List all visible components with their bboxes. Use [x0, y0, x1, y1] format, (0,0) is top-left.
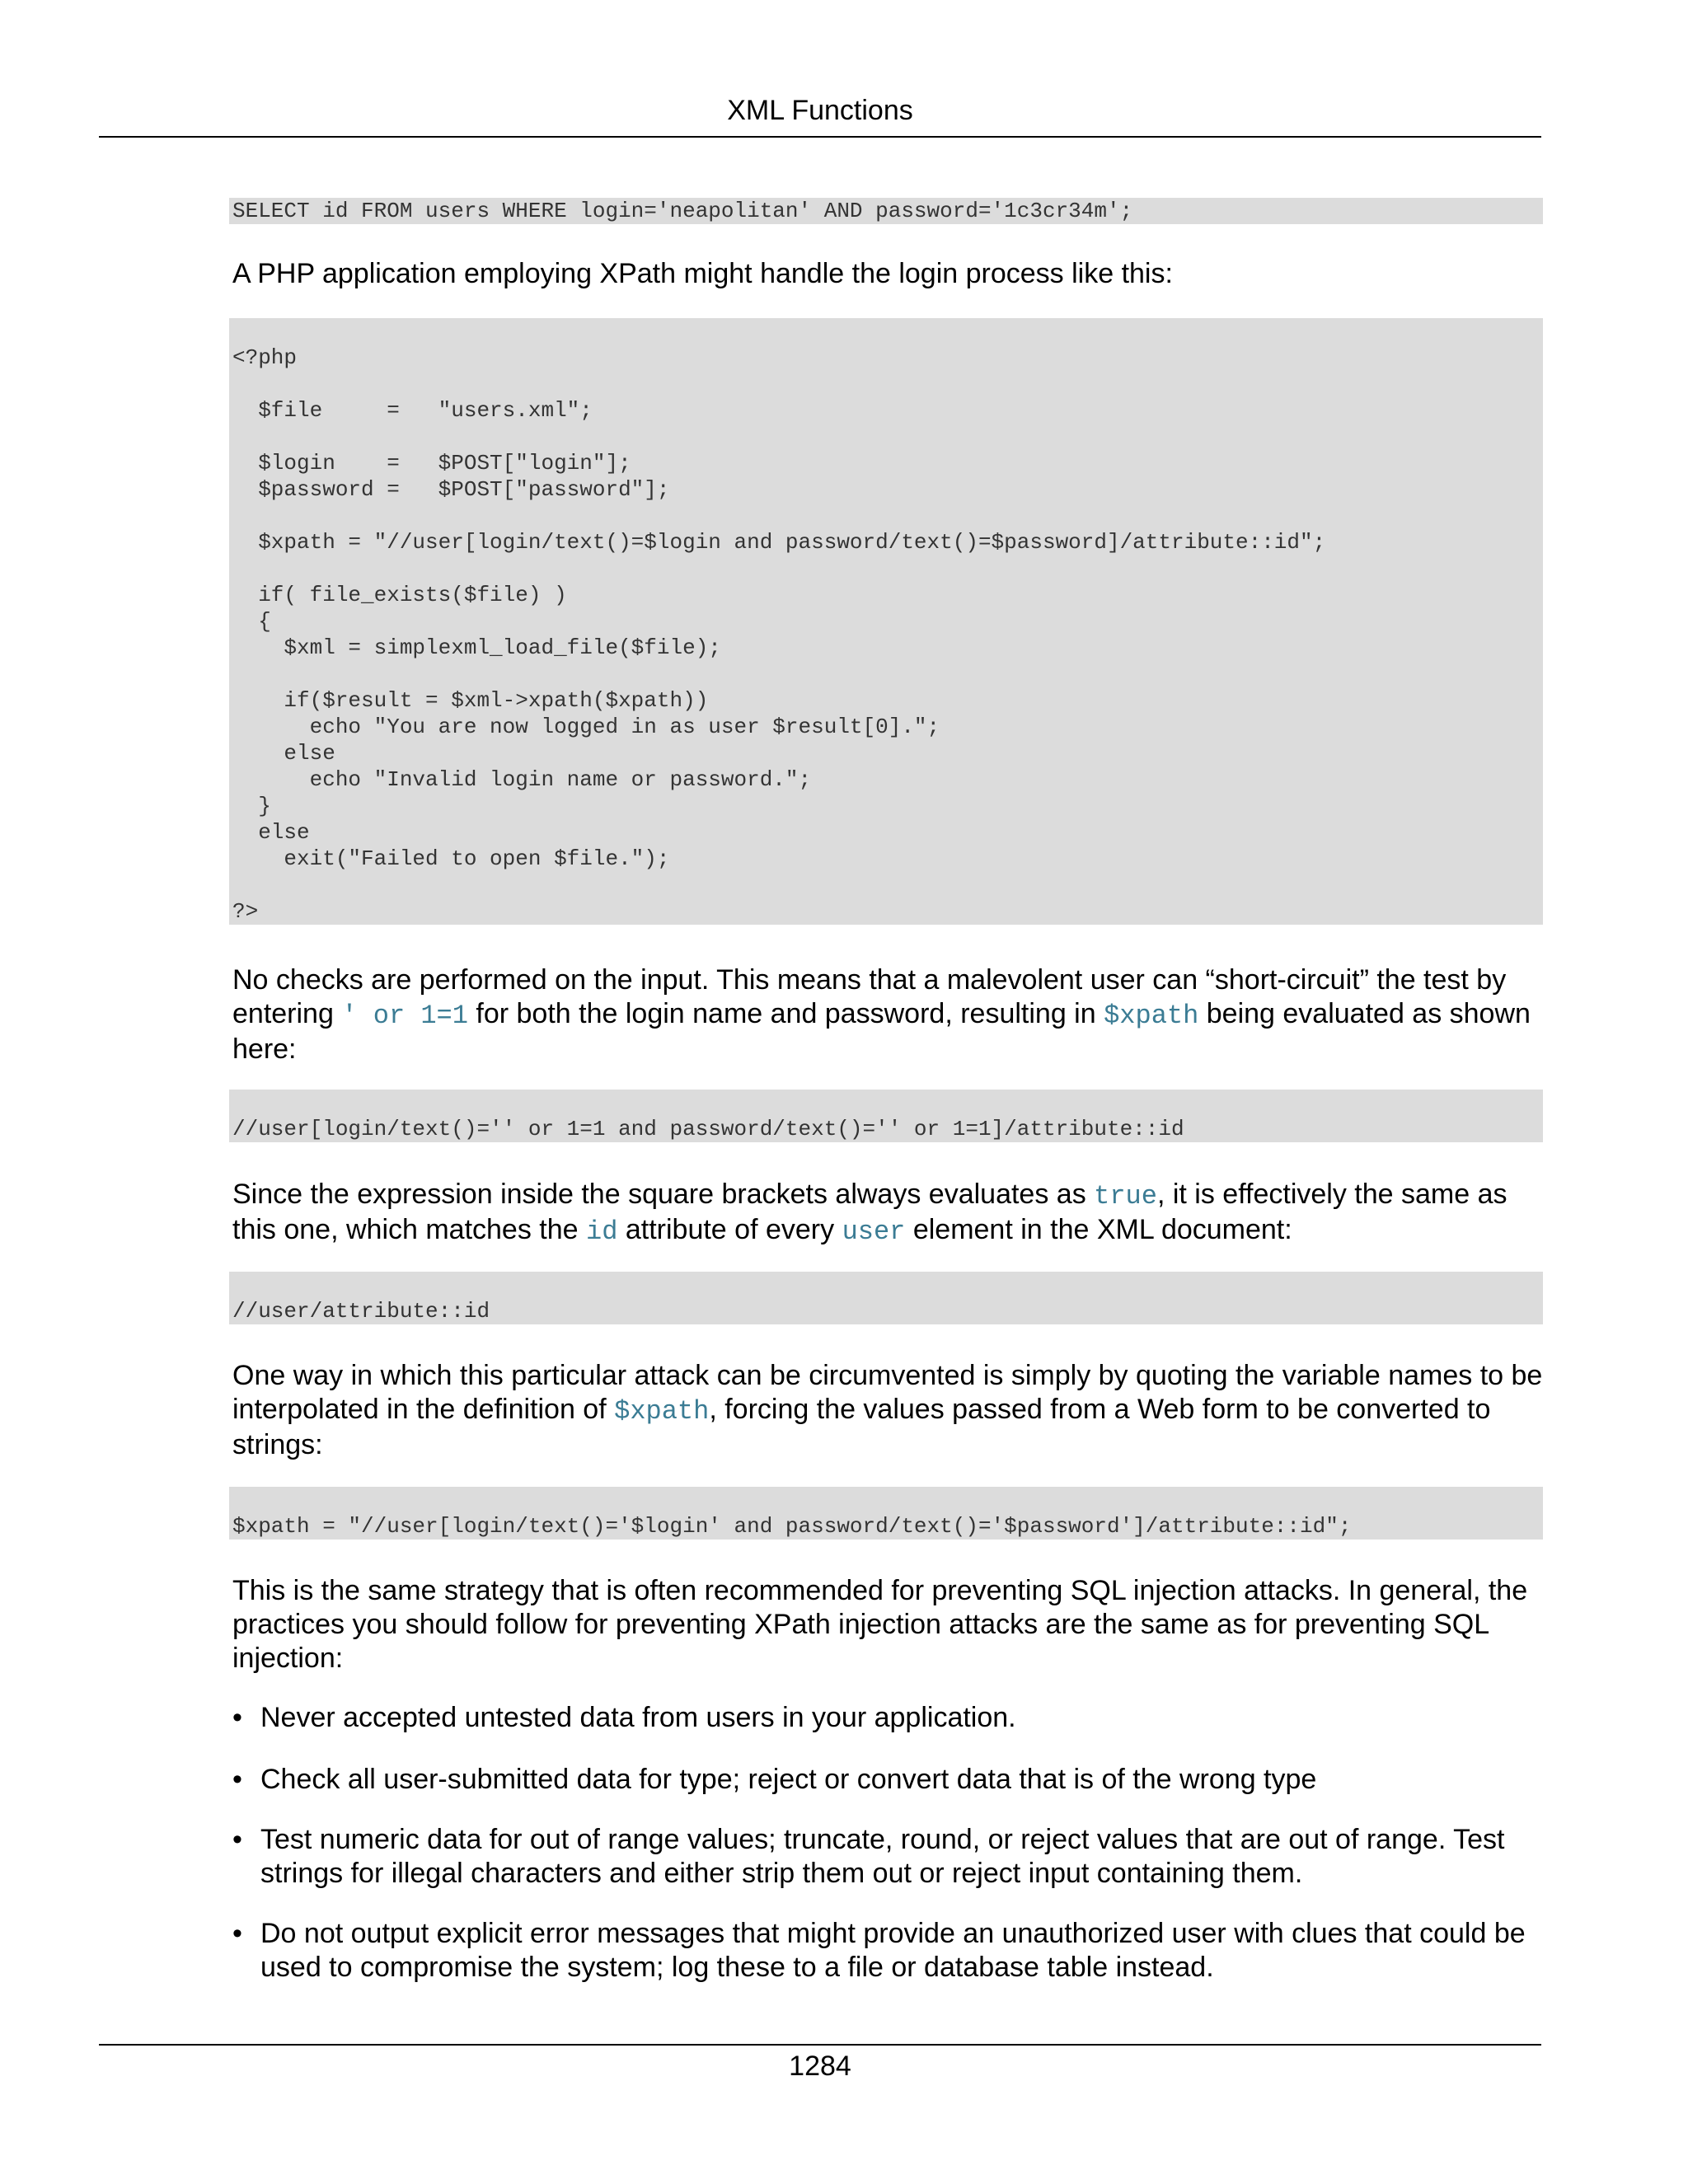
inline-code-id: id: [586, 1216, 618, 1247]
code-block-injected: [229, 1090, 1543, 1142]
bullet-item: [232, 1917, 1543, 1985]
code-line: [232, 555, 1540, 582]
inline-code-true: true: [1094, 1181, 1157, 1212]
code-line: echo "You are now logged in as user $result[0].";: [232, 715, 940, 739]
bullet-text: Never accepted untested data from users in your application.: [260, 1702, 1016, 1733]
code-block-sql: [229, 198, 1543, 224]
bullet-text: Do not output explicit error messages that might provide an unauthorized user with clues that could be used to compromise the system; log these to a file or database table instead.: [260, 1918, 1526, 1983]
inline-code-user: user: [842, 1216, 906, 1247]
code-line: $login = $POST["login"];: [232, 451, 631, 476]
code-block-quoted: [229, 1487, 1543, 1540]
bullet-text: Check all user-submitted data for type; reject or convert data that is of the wrong type: [260, 1764, 1317, 1795]
code-line: echo "Invalid login name or password.";: [232, 767, 812, 792]
bullet-item: [232, 1763, 1543, 1797]
code-line: <?php: [232, 345, 298, 370]
code-line: exit("Failed to open $file.");: [232, 846, 670, 871]
code-line: if($result = $xml->xpath($xpath)): [232, 688, 709, 713]
page-header-title: XML Functions: [727, 95, 913, 126]
bullet-icon: •: [232, 1824, 242, 1855]
code-line: //user[login/text()='' or 1=1 and password/text()='' or 1=1]/attribute::id: [232, 1117, 1184, 1141]
para-no-checks: No checks are performed on the input. This means that a malevolent user can “short-circuit” the test by entering ' or 1=1 for both the login name and password, resulting in $xpath being evaluated as shown here:: [232, 964, 1531, 1065]
para-one-way: One way in which this particular attack can be circumvented is simply by quoting the variable names to be interpolated in the definition of $xpath, forcing the values passed from a Web form to be converted to strings:: [232, 1360, 1543, 1460]
code-line: [232, 371, 1540, 397]
code-line: [232, 503, 1540, 529]
para-strategy: This is the same strategy that is often recommended for preventing SQL injection attacks. In general, the practices you should follow for preventing XPath injection attacks are the same as for preventing SQL injection:: [232, 1575, 1528, 1674]
code-line: ?>: [232, 899, 259, 924]
bullet-item: [232, 1823, 1543, 1891]
code-line: {: [232, 609, 271, 634]
code-line: }: [232, 794, 271, 818]
code-line: SELECT id FROM users WHERE login='neapolitan' AND password='1c3cr34m';: [232, 199, 1133, 223]
code-line: $xml = simplexml_load_file($file);: [232, 635, 721, 660]
code-line: [232, 661, 1540, 687]
code-block-php: [229, 318, 1543, 925]
code-line: else: [232, 741, 335, 766]
para-intro: A PHP application employing XPath might handle the login process like this:: [232, 258, 1173, 289]
inline-code-or-1-1: ' or 1=1: [341, 1001, 468, 1031]
code-line: $xpath = "//user[login/text()='$login' and password/text()='$password']/attribute::id";: [232, 1514, 1352, 1539]
code-line: [232, 1090, 1540, 1116]
footer-rule: [99, 2044, 1541, 2046]
bullet-icon: •: [232, 1918, 242, 1949]
page-number: 1284: [789, 2050, 851, 2082]
code-line: [232, 872, 1540, 898]
code-line: [232, 1487, 1540, 1513]
bullet-item: [232, 1701, 1543, 1735]
code-line: $file = "users.xml";: [232, 398, 593, 423]
bullet-text: Test numeric data for out of range values; truncate, round, or reject values that are out of range. Test strings for illegal characters and either strip them out or reject input containing them.: [260, 1824, 1505, 1889]
bullet-icon: •: [232, 1702, 242, 1733]
code-line: $xpath = "//user[login/text()=$login and password/text()=$password]/attribute::id";: [232, 530, 1326, 555]
code-line: else: [232, 820, 310, 845]
code-line: //user/attribute::id: [232, 1299, 490, 1324]
para-since: Since the expression inside the square brackets always evaluates as true, it is effectively the same as this one, which matches the id attribute of every user element in the XML document:: [232, 1179, 1507, 1247]
code-line: $password = $POST["password"];: [232, 477, 670, 502]
code-line: if( file_exists($file) ): [232, 583, 567, 607]
header-rule: [99, 136, 1541, 138]
inline-code-xpath-2: $xpath: [614, 1396, 710, 1427]
code-block-all-users: [229, 1272, 1543, 1324]
code-line: [232, 1272, 1540, 1298]
code-line: [232, 318, 1540, 344]
inline-code-xpath: $xpath: [1104, 1001, 1199, 1031]
code-line: [232, 424, 1540, 450]
bullet-icon: •: [232, 1764, 242, 1795]
